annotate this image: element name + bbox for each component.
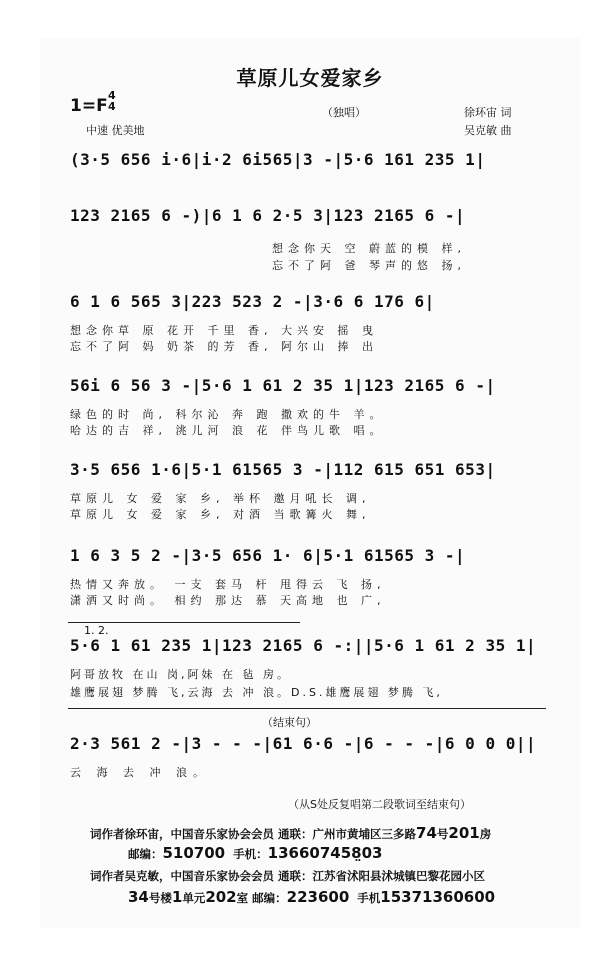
music-line: 2·3 561 2 -|3 - - -|61 6·6 -|6 - - -|6 0 0 0|| xyxy=(70,734,537,753)
performance-type: （独唱） xyxy=(322,106,366,119)
key-signature: 1=F xyxy=(70,96,108,116)
composer-room-label: 室 邮编： xyxy=(236,891,287,905)
lyricist-street-no: 74 xyxy=(416,824,437,842)
composer-zip: 223600 xyxy=(286,888,350,906)
time-signature-top: 4 xyxy=(108,89,116,102)
music-line: 56i 6 56 3 -|5·6 1 61 2 35 1|123 2165 6 -| xyxy=(70,376,496,395)
lyric-line: 草原儿 女 爱 家 乡, 对酒 当歌篝火 舞, xyxy=(70,508,371,521)
lyric-line: 阿哥放牧 在山 岗,阿妹 在 毡 房。 xyxy=(70,668,291,681)
lyric-line: 忘不了阿 爸 琴声的悠 扬, xyxy=(272,259,466,272)
lyricist-contact xyxy=(90,824,491,842)
song-title: 草原儿女爱家乡 xyxy=(236,66,384,90)
time-signature xyxy=(108,90,116,112)
composer-credit: 吴克敏 曲 xyxy=(464,124,512,137)
lyricist-fang: 房 xyxy=(479,827,492,841)
lyric-line: 忘不了阿 妈 奶茶 的芳 香, 阿尔山 捧 出 xyxy=(70,340,378,353)
lyricist-zip-label: 邮编： xyxy=(128,847,163,861)
lyricist-room: 201 xyxy=(448,824,480,842)
lyric-line: 想念你天 空 蔚蓝的模 样, xyxy=(272,242,466,255)
composer-phone: 15371360600 xyxy=(380,888,496,906)
music-line: 5·6 1 61 235 1|123 2165 6 -:||5·6 1 61 2 35 1| xyxy=(70,636,537,655)
lyricist-address: 词作者徐环宙，中国音乐家协会会员 通联：广州市黄埔区三多路 xyxy=(90,827,417,841)
volta-endings: 1. 2. xyxy=(84,624,109,637)
music-line: (3·5 656 i·6|i·2 6i565|3 -|5·6 161 235 1| xyxy=(70,150,486,169)
composer-room: 202 xyxy=(205,888,237,906)
ending-label: （结束句） xyxy=(262,716,317,729)
composer-bldg: 34 xyxy=(128,888,149,906)
repeat-instruction: （从S处反复唱第二段歌词至结束句） xyxy=(288,798,471,811)
composer-unit: 1 xyxy=(171,888,183,906)
music-line: 6 1 6 565 3|223 523 2 -|3·6 6 176 6| xyxy=(70,292,435,311)
lyricist-hao: 号 xyxy=(436,827,449,841)
tempo-marking: 中速 优美地 xyxy=(86,124,145,137)
composer-phone-label: 手机 xyxy=(357,891,381,905)
music-line: 123 2165 6 -)|6 1 6 2·5 3|123 2165 6 -| xyxy=(70,206,466,225)
music-line: 3·5 656 1·6|5·1 61565 3 -|112 615 651 653| xyxy=(70,460,496,479)
lyricist-phone: 136607458̤03 xyxy=(267,844,383,862)
lyricist-credit: 徐环宙 词 xyxy=(464,106,512,119)
ending-line xyxy=(68,708,546,709)
lyric-line: 想念你草 原 花开 千里 香, 大兴安 摇 曳 xyxy=(70,324,378,337)
score-sheet xyxy=(40,38,580,928)
composer-contact-2 xyxy=(128,888,495,906)
ending-bracket xyxy=(68,622,300,623)
lyric-line: 雄鹰展翅 梦腾 飞,云海 去 冲 浪。D.S.雄鹰展翅 梦腾 飞, xyxy=(70,686,443,699)
lyric-line: 哈达的吉 祥, 洮儿河 浪 花 伴鸟儿歌 唱。 xyxy=(70,424,386,437)
time-signature-bottom: 4 xyxy=(108,100,116,113)
lyricist-zip: 510700 xyxy=(162,844,226,862)
lyric-line: 草原儿 女 爱 家 乡, 举杯 邀月吼长 调, xyxy=(70,492,371,505)
lyric-line: 绿色的时 尚, 科尔沁 奔 跑 撒欢的牛 羊。 xyxy=(70,408,386,421)
lyric-line: 潇洒又时尚。 相约 那达 慕 天高地 也 广, xyxy=(70,594,386,607)
lyricist-phone-label: 手机： xyxy=(233,847,268,861)
composer-unit-label: 单元 xyxy=(182,891,206,905)
composer-bldg-label: 号楼 xyxy=(148,891,172,905)
music-line: 1 6 3 5 2 -|3·5 656 1· 6|5·1 61565 3 -| xyxy=(70,546,466,565)
composer-contact: 词作者吴克敏，中国音乐家协会会员 通联：江苏省沭阳县沭城镇巴黎花园小区 xyxy=(90,869,485,883)
lyricist-contact-2 xyxy=(128,844,382,862)
lyric-line: 云 海 去 冲 浪。 xyxy=(70,766,210,779)
lyric-line: 热情又奔放。 一支 套马 杆 甩得云 飞 扬, xyxy=(70,578,386,591)
